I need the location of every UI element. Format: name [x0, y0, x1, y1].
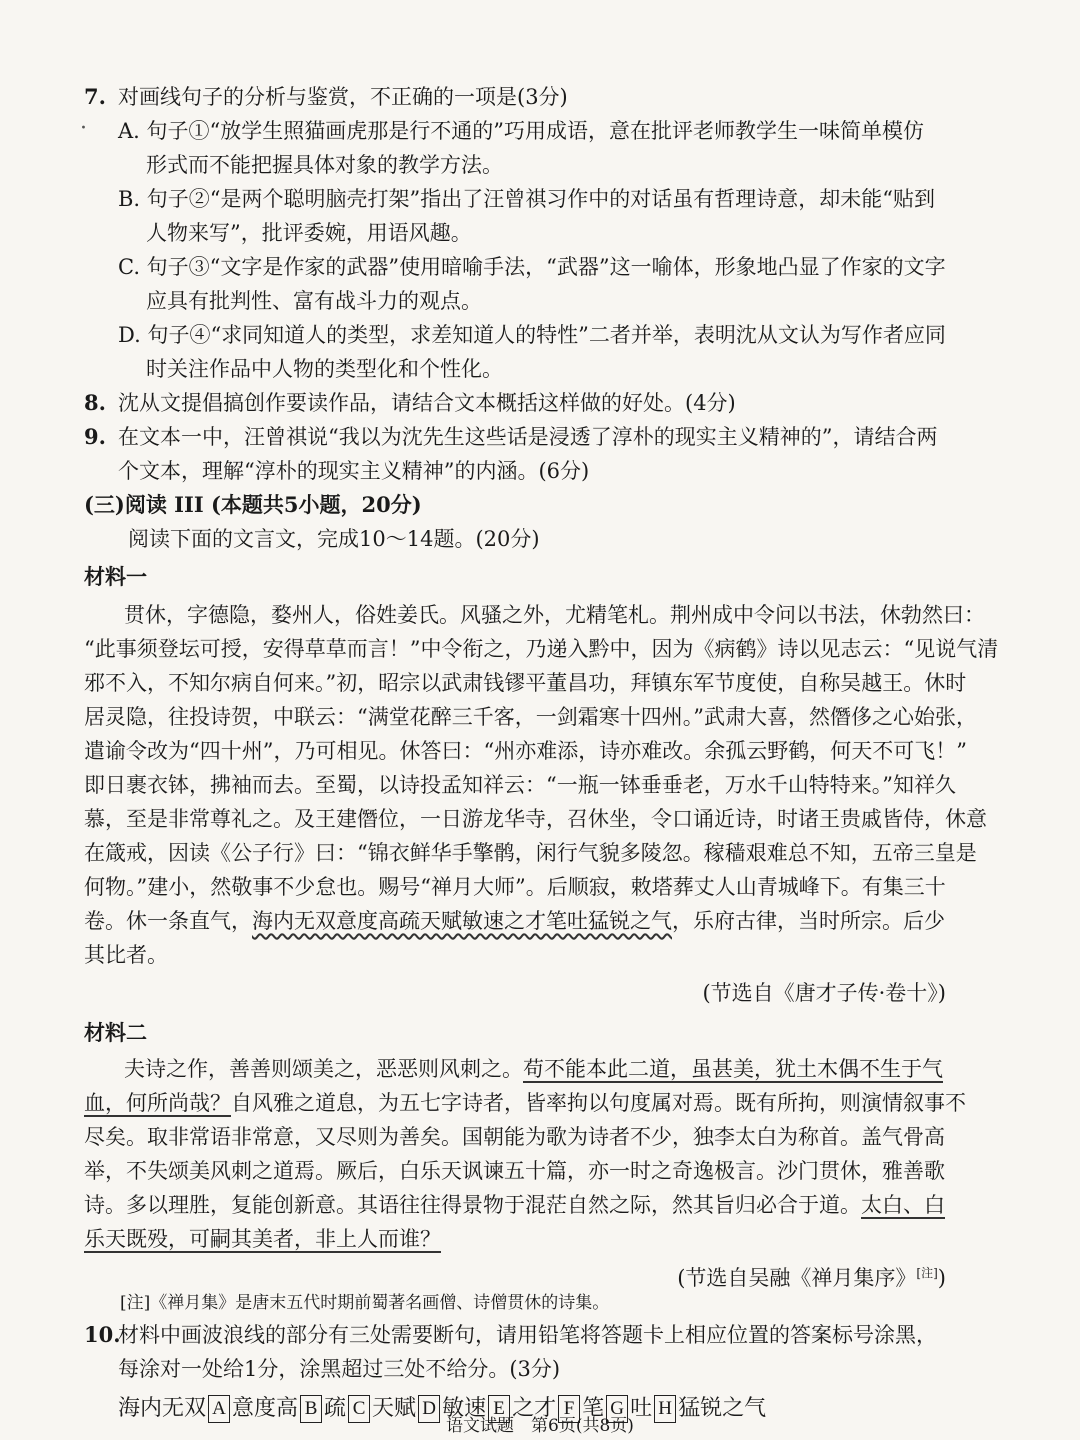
answer-box-h[interactable]: H: [654, 1395, 676, 1423]
answer-box-f[interactable]: F: [558, 1395, 580, 1423]
answer-box-c[interactable]: C: [348, 1395, 370, 1423]
segment: 猛锐之气: [678, 1396, 767, 1421]
q10-text: 材料中画波浪线的部分有三处需要断句，请用铅笔将答题卡上相应位置的答案标号涂黑，: [118, 1323, 937, 1347]
q10-text-cont: 每涂对一处给1分，涂黑超过三处不给分。(3分): [118, 1357, 561, 1381]
section-instruction: 阅读下面的文言文，完成10～14题。(20分): [128, 527, 540, 551]
m2-line: 诗。多以理胜，复能创新意。其语往往得景物于混茫自然之际，然其旨归必合于道。太白、白: [84, 1193, 945, 1217]
q9-number: 9.: [84, 424, 106, 449]
answer-box-e[interactable]: E: [488, 1395, 510, 1423]
q7-option-c: C. 句子③“文字是作家的武器”使用暗喻手法，“武器”这一喻体，形象地凸显了作家的文字: [118, 255, 946, 279]
q7-option-b: B. 句子②“是两个聪明脑壳打架”指出了汪曾祺习作中的对话虽有哲理诗意，却未能“贴到: [118, 187, 935, 211]
answer-box-d[interactable]: D: [418, 1395, 440, 1423]
segment: 海内无双: [118, 1396, 207, 1421]
material-1-title: 材料一: [84, 564, 147, 589]
m2-line: 举，不失颂美风刺之道焉。厥后，白乐天讽谏五十篇，亦一时之奇逸极言。沙门贯休，雅善歌: [84, 1159, 945, 1183]
m1-line: 其比者。: [84, 943, 168, 967]
answer-box-g[interactable]: G: [606, 1395, 628, 1423]
q8-text: 沈从文提倡搞创作要读作品，请结合文本概括这样做的好处。(4分): [118, 391, 736, 415]
segment: 笔: [582, 1396, 605, 1421]
wavy-underlined-text: 海内无双意度高疏天赋敏速之才笔吐猛锐之气: [252, 909, 672, 933]
segment: 意度高: [232, 1396, 299, 1421]
q7-option-a: A. 句子①“放学生照猫画虎那是行不通的”巧用成语，意在批评老师教学生一味简单模仿: [118, 119, 924, 143]
q7-option-b-cont: 人物来写”，批评委婉，用语风趣。: [146, 221, 472, 245]
q9-text-cont: 个文本，理解“淳朴的现实主义精神”的内涵。(6分): [118, 459, 590, 483]
underlined-text: 苟不能本此二道，虽甚美，犹土木偶不生于气: [523, 1057, 943, 1081]
q9-text: 在文本一中，汪曾祺说“我以为沈先生这些话是浸透了淳朴的现实主义精神的”，请结合两: [118, 425, 938, 449]
m2-line: 夫诗之作，善善则颂美之，恶恶则风刺之。苟不能本此二道，虽甚美，犹土木偶不生于气: [124, 1057, 943, 1081]
m2-line: [84, 1222, 441, 1256]
m2-line: 尽矣。取非常语非常意，又尽则为善矣。国朝能为歌为诗者不少，独李太白为称首。盖气骨高: [84, 1125, 945, 1149]
segment: 疏: [324, 1396, 347, 1421]
q7-number: 7.: [84, 84, 106, 109]
m1-line-wavy: 卷。休一条直气，海内无双意度高疏天赋敏速之才笔吐猛锐之气，乐府古律，当时所宗。后少: [84, 909, 945, 933]
m1-line: 在箴戒，因读《公子行》曰：“锦衣鲜华手擎鹘，闲行气貌多陵忽。稼穑艰难总不知，五帝三皇是: [84, 841, 977, 865]
underlined-text: 太白、白: [861, 1193, 945, 1217]
material-1-source: (节选自《唐才子传·卷十》): [702, 981, 946, 1005]
q7-option-d-cont: 时关注作品中人物的类型化和个性化。: [146, 357, 503, 381]
q7-option-c-cont: 应具有批判性、富有战斗力的观点。: [146, 289, 482, 313]
material-2-source: (节选自吴融《禅月集序》[注]): [677, 1266, 946, 1290]
m1-line: 即日裹衣钵，拂袖而去。至蜀，以诗投孟知祥云：“一瓶一钵垂垂老，万水千山特特来。”知祥久: [84, 773, 956, 797]
margin-dot: ·: [80, 116, 87, 141]
segment: 敏速: [442, 1396, 487, 1421]
m1-line: 何物。”建小，然敬事不少怠也。赐号“禅月大师”。后顺寂，敕塔葬丈人山青城峰下。有集三十: [84, 875, 946, 899]
m2-line: 血，何所尚哉？自风雅之道息，为五七字诗者，皆率拘以句度属对焉。既有所拘，则演情叙事不: [84, 1091, 966, 1115]
answer-box-b[interactable]: B: [300, 1395, 322, 1423]
material-2-title: 材料二: [84, 1020, 147, 1045]
m1-line: 贯休，字德隐，婺州人，俗姓姜氏。风骚之外，尤精笔札。荆州成中令问以书法，休勃然曰：: [124, 603, 985, 627]
segment: 吐: [630, 1396, 653, 1421]
q7-stem: 对画线句子的分析与鉴赏，不正确的一项是(3分): [118, 85, 568, 109]
footnote: [注]《禅月集》是唐末五代时期前蜀著名画僧、诗僧贯休的诗集。: [120, 1293, 610, 1313]
m1-line: 慕，至是非常尊礼之。及王建僭位，一日游龙华寺，召休坐，令口诵近诗，时诸王贵戚皆侍，休意: [84, 807, 987, 831]
q7-option-d: D. 句子④“求同知道人的类型，求差知道人的特性”二者并举，表明沈从文认为写作者应同: [118, 323, 946, 347]
m1-line: “此事须登坛可授，安得草草而言！”中令衔之，乃递入黔中，因为《病鹤》诗以见志云：“见说气清: [84, 637, 999, 661]
segment: 之才: [512, 1396, 557, 1421]
m1-line: 居灵隐，往投诗贺，中联云：“满堂花醉三千客，一剑霜寒十四州。”武肃大喜，然僭侈之心始张，: [84, 705, 977, 729]
m1-line: 邪不入，不知尔病自何来。”初，昭宗以武肃钱镠平董昌功，拜镇东军节度使，自称吴越王。休时: [84, 671, 967, 695]
q7-option-a-cont: 形式而不能把握具体对象的教学方法。: [146, 153, 503, 177]
q8-number: 8.: [84, 390, 106, 415]
section-heading: (三)阅读 III (本题共5小题，20分): [84, 492, 422, 517]
underlined-text: 血，何所尚哉？: [84, 1091, 231, 1115]
page-footer: 语文试题 第6页(共8页): [446, 1416, 634, 1436]
q10-number: 10.: [84, 1322, 121, 1347]
m1-line: 遣谕令改为“四十州”，乃可相见。休答曰：“州亦难添，诗亦难改。余孤云野鹤，何天不可飞！”: [84, 739, 967, 763]
underlined-text: 乐天既殁，可嗣其美者，非上人而谁？: [84, 1227, 441, 1251]
answer-box-a[interactable]: A: [208, 1395, 230, 1423]
segment: 天赋: [372, 1396, 417, 1421]
